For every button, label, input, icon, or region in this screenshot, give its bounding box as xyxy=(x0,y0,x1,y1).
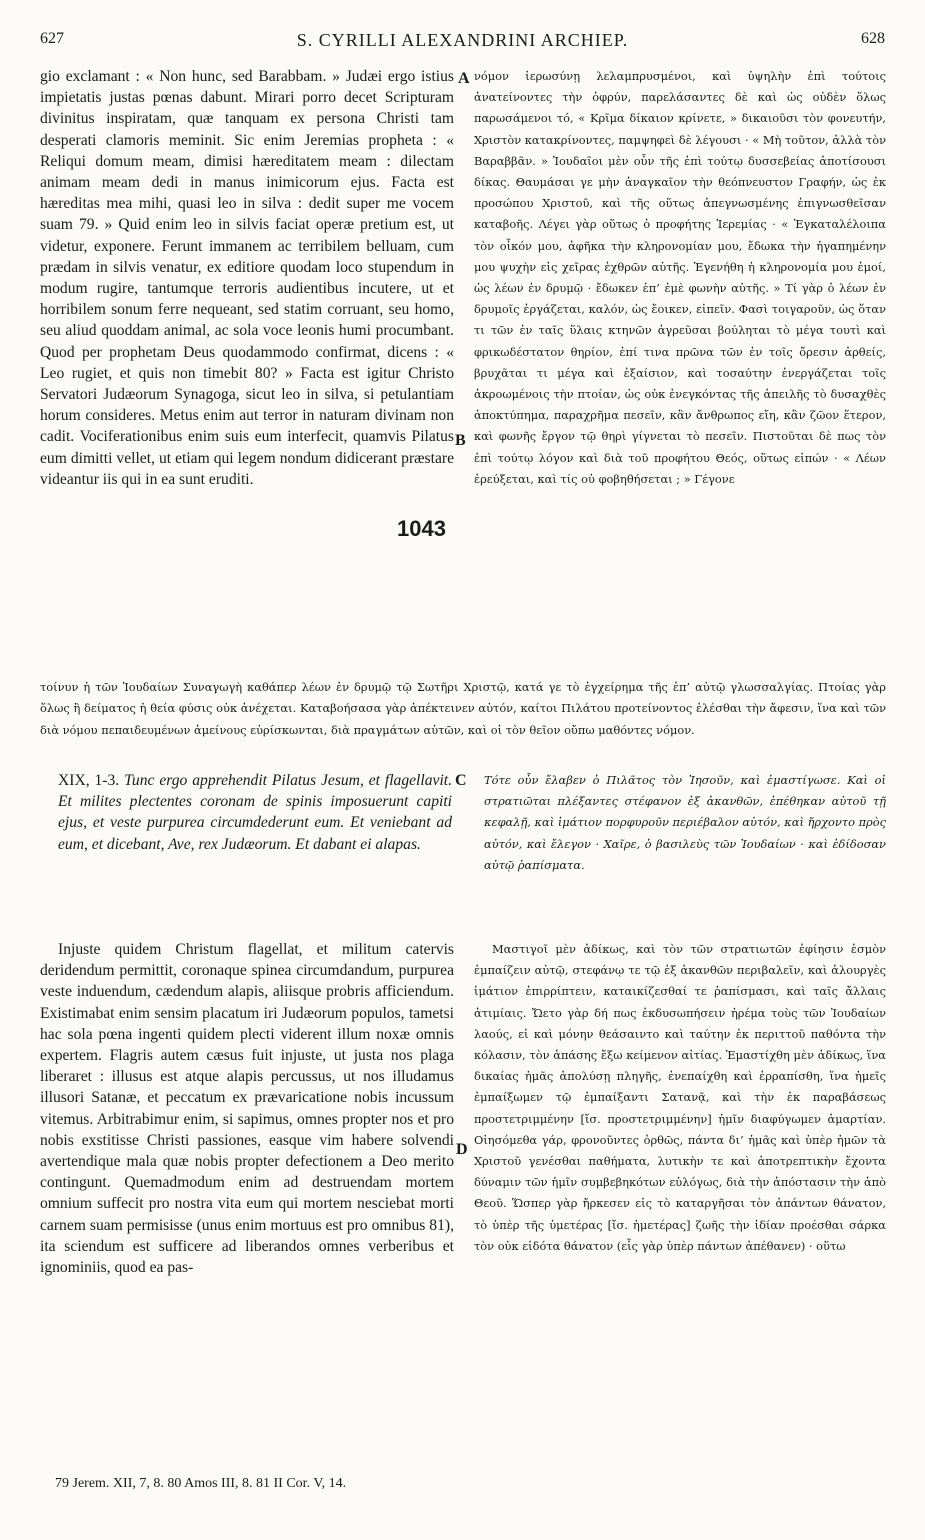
footnotes: 79 Jerem. XII, 7, 8. 80 Amos III, 8. 81 II Cor. V, 14. xyxy=(55,1476,347,1491)
gospel-reference: XIX, 1-3. xyxy=(58,772,120,789)
greek-text-1: νόμον ἱερωσύνῃ λελαμπρυσμένοι, καὶ ὑψηλὴν ἐπὶ τούτοις ἀνατείνοντες τὴν ὀφρύν, παρελάσαντες δὲ καὶ ὡς οὐδὲν ὅλως παρωσάμενοι τό, « Κρῖμα δίκαιον κρίνετε, » δικαιοῦσι τὸν φονευτήν, Χριστὸν κατακρίνοντες, παμψηφεὶ δὲ λέγουσι · « Μὴ τοῦτον, ἀλλὰ τὸν Βαραββᾶν. » Ἰουδαῖοι μὲν οὖν τῆς ἐπὶ τούτῳ δυσσεβείας ἀποτίσουσι δίκας. Θαυμάσαι γε μὴν ἀναγκαῖον τὴν θεόπνευστον Γραφήν, ὡς ἐκ προσώπου Χριστοῦ, καὶ τῆς οὕτως ἀπεγνωσμένης ἐπιγνωσθεῖσαν καταβοῆς. Λέγει γὰρ οὕτως ὁ προφήτης Ἱερεμίας · « Ἐγκαταλέλοιπα τὸν οἶκόν μου, ἀφῆκα τὴν κληρονομίαν μου, ἔδωκα τὴν ἠγαπημένην μου ψυχὴν εἰς χεῖρας ἐχθρῶν αὐτῆς. Ἐγενήθη ἡ κληρονομία μου ἐμοί, ὡς λέων ἐν δρυμῷ · ἔδωκεν ἐπ’ ἐμὲ φωνὴν αὐτῆς. » Τί γὰρ ὁ λέων ἐν δρυμοῖς ἐργάζεται, καλόν, ὡς ἔοικεν, εἰπεῖν. Φασὶ τοιγαροῦν, ὡς ὅταν τι τῶν ἐν ταῖς ὕλαις κτηνῶν ἀγρεῦσαι βούληται τὸ μέγα τουτὶ καὶ φρικωδέστατον θηρίον, ἐπί τινα πρῶνα τῶν ἐν τοῖς ὄρεσιν ἀρθείς, βρυχᾶται τι μέγα καὶ ἐξαίσιον, καὶ τοσαύτην ἐνεργάζεται τοῖς ἀκροωμένοις τὴν πτοίαν, ὡς οὐκ ἐνεγκόντας τῆς ἀπειλῆς τὸ δυσαχθὲς ἀποκτύπημα, παραχρῆμα πεσεῖν, κἂν ἄνθρωπος εἴη, κἂν ζῶον ἕτερον, καὶ φωνῆς ἔργον τῷ θηρὶ γίγνεται τὸ πεσεῖν. Πιστοῦται δὲ πως τὸν ἐπὶ τούτῳ λόγον καὶ διὰ τοῦ προφήτου Θεός, οὕτως εἰπών · « Λέων ἐρεύξεται, καὶ τίς οὐ φοβηθήσεται ; » Γέγονε xyxy=(474,69,886,486)
greek-text-3: Μαστιγοῖ μὲν ἀδίκως, καὶ τὸν τῶν στρατιωτῶν ἐφίησιν ἑσμὸν ἐμπαίζειν αὐτῷ, στεφάνῳ τε τῷ ἐξ ἀκανθῶν περιβαλεῖν, καὶ ἁλουργὲς ἱμάτιον ἐπιρρίπτειν, καταικίζεσθαί τε ῥαπίσμασι, καὶ ταῖς ἄλλαις ἀτιμίαις. Ὤετο γὰρ δή πως ἐκδυσωπήσειν ἠρέμα τοὺς τῶν Ἰουδαίων λαούς, εἰ καὶ μόνην θεάσαιντο καὶ ταύτην ἐκ περιττοῦ παθόντα τὴν κόλασιν, τὸν ἁπάσης ἔξω κείμενον αἰτίας. Ἐμαστίχθη μὲν ἀδίκως, ἵνα δικαίας ἡμᾶς ἀπολύσῃ πληγῆς, ἐνεπαίχθη καὶ ἐρραπίσθη, ἵνα ἡμεῖς ἐμπαίξωμεν τῷ ἐμπαίξαντι Σατανᾷ, καὶ τὴν ἐκ παραβάσεως προστετριμμένην [ἴσ. προστετριμμένην] ἡμῖν διαφύγωμεν ἁμαρτίαν. Οἰησόμεθα γάρ, φρονοῦντες ὀρθῶς, πάντα δι’ ἡμᾶς καὶ ὑπὲρ ἡμῶν τὰ Χριστοῦ γενέσθαι παθήματα, λυτικὴν τε καὶ ἀποτρεπτικὴν ἔχοντα δύναμιν τῶν ἡμῖν συμβεβηκότων εὐλόγως, διὰ τὴν ἀπόστασιν τὴν ἀπὸ Θεοῦ. Ὥσπερ γὰρ ἤρκεσεν εἰς τὸ καταργῆσαι τὸν ἁπάντων θάνατον, τὸ ὑπὲρ τῆς ὑμετέρας [ἴσ. ἡμετέρας] ζωῆς τὴν ἰδίαν προέσθαι σάρκα τὸν οὐκ εἰδότα θάνατον (εἷς γὰρ ὑπὲρ πάντων ἀπέθανεν) · οὕτω xyxy=(474,942,886,1253)
margin-marker-a: A xyxy=(458,70,470,87)
latin-gospel-text: Tunc ergo apprehendit Pilatus Jesum, et flagellavit. Et milites plectentes coronam de spinis imposuerunt capiti ejus, et veste purpurea circumdederunt eum. Et veniebant ad eum, et dicebant, Ave, rex Judæorum. Et dabant ei alapas. xyxy=(58,772,452,853)
margin-marker-c: C xyxy=(455,772,467,789)
latin-gospel-passage xyxy=(58,770,452,880)
greek-full-width-text xyxy=(40,677,886,765)
greek-gospel-passage xyxy=(484,770,886,920)
page-number-right: 628 xyxy=(861,30,885,47)
page-header xyxy=(40,30,885,58)
latin-commentary xyxy=(40,939,454,1431)
greek-full-text: τοίνυν ἡ τῶν Ἰουδαίων Συναγωγὴ καθάπερ λέων ἐν δρυμῷ τῷ Σωτῆρι Χριστῷ, κατά γε τὸ ἐγχείρημα τῆς ἐπ’ αὐτῷ γλωσσαλγίας. Πτοίας γὰρ ὅλως ἢ δείματος ἡ θεία φύσις οὐκ ἀνέχεται. Καταβοήσασα γὰρ ἀπέκτεινεν αὐτόν, καίτοι Πιλάτου προτείνοντος ἐλέσθαι τὴν ἄφεσιν, ἵνα καὶ τῶν διὰ νόμου πεπαιδευμένων ἀμείνους εὑρίσκωνται, διὰ πραγμάτων αὐτῶν, καὶ οἱ τὸν θεῖον οὔπω μαθόντες νόμον. xyxy=(40,680,886,737)
page-number-left: 627 xyxy=(40,30,64,47)
latin-text-3: Injuste quidem Christum flagellat, et militum catervis deridendum permittit, coronaque spinea circumdandum, purpurea veste induendum, cædendum alapis, aliisque probris afficiendum. Existimabat enim sensim placatum iri Judæorum populos, tametsi hac sola pœna ingenti quidem plecti viderent illum noxæ omnis expertem. Flagris autem cæsus fuit injuste, ut justa nos plaga liberaret : illusus est atque alapis percussus, ut nos illudamus illusori Satanæ, et peccatum ex prævaricatione nobis incussum vitemus. Arbitrabimur enim, si sapimus, omnes propter nos et pro nobis exstitisse Christi passiones, easque vim habere solvendi avertendique mala quæ nobis propter defectionem a Deo merito contingunt. Quemadmodum enim ad destruendam mortem omnium suffecit pro nostra vita eum qui mortem nesciebat morti carnem suam permisisse (unus enim mortuus est pro omnibus 81), ita sciendum est sufficere ad liberandos omnes verberibus et ignominiis, quod ea pas- xyxy=(40,941,454,1277)
greek-column-1 xyxy=(474,66,886,678)
greek-commentary xyxy=(474,939,886,1431)
greek-gospel-text: Τότε οὖν ἔλαβεν ὁ Πιλᾶτος τὸν Ἰησοῦν, καὶ ἐμαστίγωσε. Καὶ οἱ στρατιῶται πλέξαντες στέφανον ἐξ ἀκανθῶν, ἐπέθηκαν αὐτοῦ τῇ κεφαλῇ, καὶ ἱμάτιον πορφυροῦν περιέβαλον αὐτόν, καὶ ἤρχοντο πρὸς αὐτόν, καὶ ἔλεγον · Χαῖρε, ὁ βασιλεὺς τῶν Ἰουδαίων · καὶ ἐδίδοσαν αὐτῷ ῥαπίσματα. xyxy=(484,773,886,872)
margin-marker-b: B xyxy=(455,432,466,449)
running-title: S. CYRILLI ALEXANDRINI ARCHIEP. xyxy=(296,30,629,50)
column-number: 1043 xyxy=(397,516,446,541)
margin-marker-d: D xyxy=(456,1141,468,1158)
latin-text-1: gio exclamant : « Non hunc, sed Barabbam. » Judæi ergo istius impietatis justas pœnas dabunt. Mirari porro decet Scripturam divinitus inspiratam, quæ tanquam ex persona Christi tam desperati clamoris meminit. Sic enim Jeremias propheta : « Reliqui domum meam, dimisi hæreditatem meam : dilectam animam meam dedi in manus inimicorum ejus. Facta est hæreditas mea mihi, quasi leo in silva : dedit super me vocem suam 79. » Quid enim leo in silvis faciat operæ pretium est, ut videtur, exponere. Ferunt immanem ac terribilem belluam, cum prædam in silvis venatur, ex editiore quodam loco stupendum in modum rugire, tantumque terroris audientibus incutere, ut et horribilem sonum ferre nequeant, sed statim corruant, seu homo, seu aliud quoddam animal, ac sola voce leonis humi procumbant. Quod per prophetam Deus quodammodo confirmat, dicens : « Leo rugiet, et quis non timebit 80? » Facta est igitur Christo Servatori Judæorum Synagoga, sicut leo in silva, si petulantiam horum consideres. Metus enim aut terror in naturam divinam non cadit. Vociferationibus enim suis eum interfecit, quamvis Pilatus eum dimitti vellet, ut etiam qui legem nondum didicerant præstare videantur iis qui in ea sunt eruditi. xyxy=(40,68,454,488)
latin-column-1 xyxy=(40,66,454,678)
